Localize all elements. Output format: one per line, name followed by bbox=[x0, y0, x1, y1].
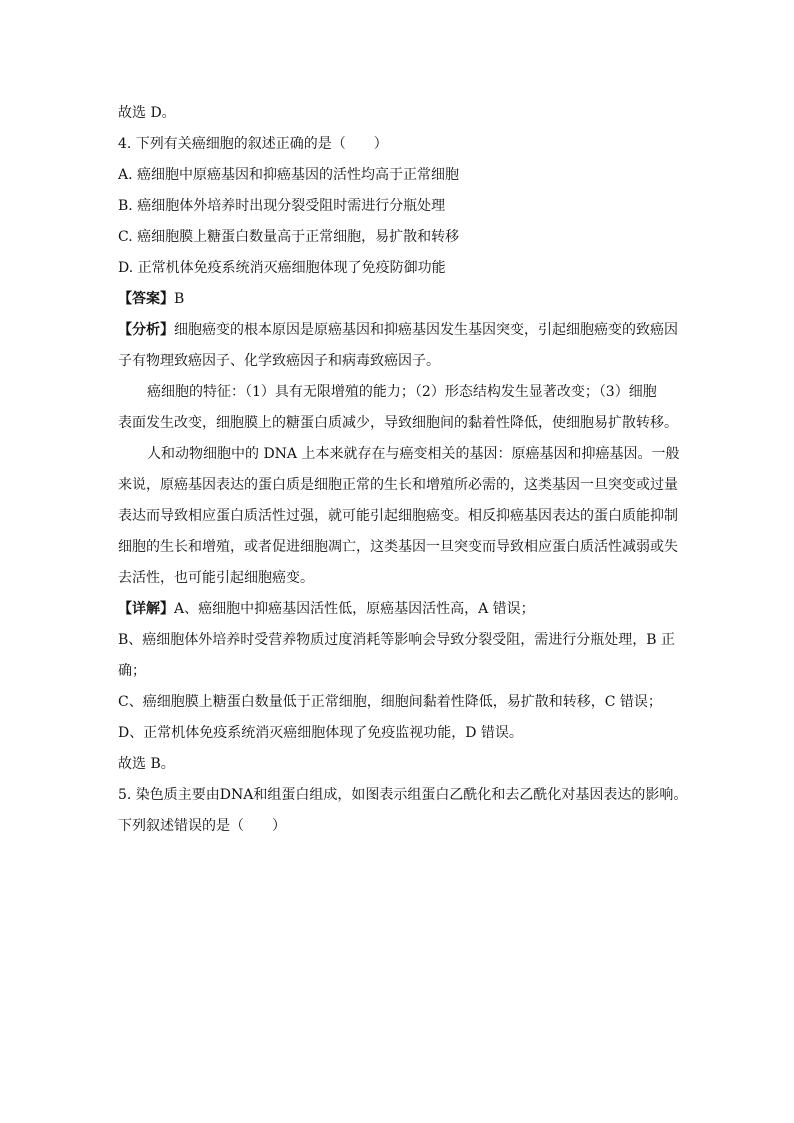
analysis-line: 人和动物细胞中的 DNA 上本来就存在与癌变相关的基因：原癌基因和抑癌基因。一般 bbox=[147, 446, 680, 462]
answer-line bbox=[118, 289, 184, 309]
section-text: 细胞癌变的根本原因是原癌基因和抑癌基因发生基因突变，引起细胞癌变的致癌因 bbox=[174, 322, 678, 338]
text-line: 故选 D。 bbox=[118, 105, 176, 121]
detail-line: B、癌细胞体外培养时受营养物质过度消耗等影响会导致分裂受阻，需进行分瓶处理，B 正 bbox=[118, 632, 676, 648]
analysis-line: 表达而导致相应蛋白质活性过强，就可能引起细胞癌变。相反抑癌基因表达的蛋白质能抑制 bbox=[118, 508, 678, 524]
analysis-line: 表面发生改变，细胞膜上的糖蛋白质减少，导致细胞间的黏着性降低，使细胞易扩散转移。 bbox=[118, 415, 678, 431]
detail-line bbox=[118, 599, 535, 619]
analysis-line: 细胞的生长和增殖，或者促进细胞凋亡，这类基因一旦突变而导致相应蛋白质活性减弱或失 bbox=[118, 539, 678, 555]
question-4-stem: 4. 下列有关癌细胞的叙述正确的是（ ） bbox=[118, 136, 388, 152]
option-b: B. 癌细胞体外培养时出现分裂受阻时需进行分瓶处理 bbox=[118, 198, 446, 214]
section-text: A、癌细胞中抑癌基因活性低，原癌基因活性高，A 错误； bbox=[174, 601, 535, 617]
analysis-line: 去活性，也可能引起细胞癌变。 bbox=[118, 570, 314, 586]
option-c: C. 癌细胞膜上糖蛋白数量高于正常细胞，易扩散和转移 bbox=[118, 229, 460, 245]
analysis-line: 癌细胞的特征：（1）具有无限增殖的能力；（2）形态结构发生显著改变；（3）细胞 bbox=[147, 384, 657, 400]
question-5-stem: 下列叙述错误的是（ ） bbox=[118, 818, 286, 834]
option-d: D. 正常机体免疫系统消灭癌细胞体现了免疫防御功能 bbox=[118, 260, 446, 276]
section-text: B bbox=[174, 291, 185, 307]
section-header: 【答案】 bbox=[118, 291, 174, 307]
option-a: A. 癌细胞中原癌基因和抑癌基因的活性均高于正常细胞 bbox=[118, 167, 460, 183]
analysis-line: 来说，原癌基因表达的蛋白质是细胞正常的生长和增殖所必需的，这类基因一旦突变或过量 bbox=[118, 477, 678, 493]
question-5-stem: 5. 染色质主要由DNA和组蛋白组成，如图表示组蛋白乙酰化和去乙酰化对基因表达的影响。 bbox=[118, 787, 688, 803]
analysis-line: 子有物理致癌因子、化学致癌因子和病毒致癌因子。 bbox=[118, 353, 440, 369]
section-header: 【详解】 bbox=[118, 601, 174, 617]
detail-line: 确； bbox=[118, 663, 146, 679]
conclusion-line: 故选 B。 bbox=[118, 756, 175, 772]
section-header: 【分析】 bbox=[118, 322, 174, 338]
detail-line: C、癌细胞膜上糖蛋白数量低于正常细胞，细胞间黏着性降低，易扩散和转移，C 错误； bbox=[118, 694, 662, 710]
analysis-line bbox=[118, 320, 678, 340]
detail-line: D、正常机体免疫系统消灭癌细胞体现了免疫监视功能，D 错误。 bbox=[118, 725, 523, 741]
